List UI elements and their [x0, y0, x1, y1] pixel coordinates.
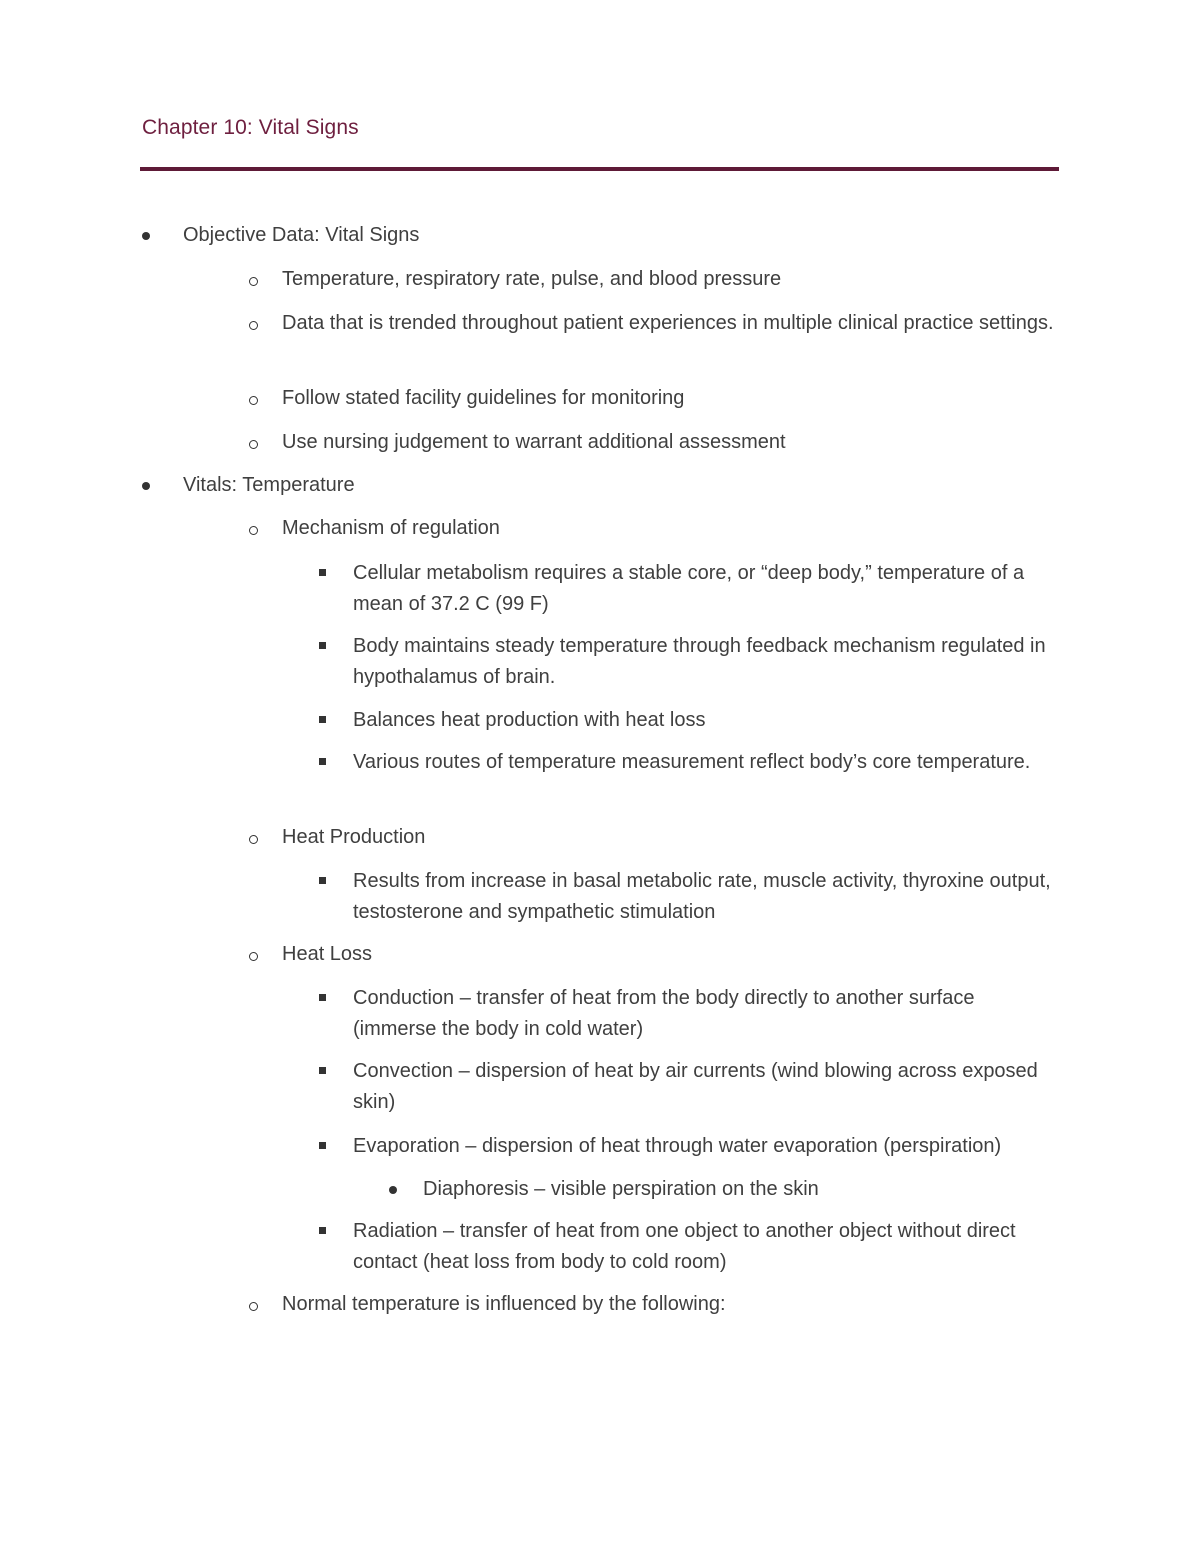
list-item-text: Follow stated facility guidelines for monitoring	[282, 387, 685, 409]
list-item	[353, 866, 1060, 928]
list-item	[282, 427, 1060, 458]
list-item-text: Balances heat production with heat loss	[353, 709, 706, 731]
list-item	[423, 1174, 1060, 1205]
list-item-text: Convection – dispersion of heat by air currents (wind blowing across exposed skin)	[353, 1060, 1038, 1113]
list-item	[353, 1056, 1060, 1118]
list-bullet-icon	[389, 1186, 397, 1194]
list-bullet-icon	[319, 1227, 326, 1234]
list-item-text: Radiation – transfer of heat from one object to another object without direct contact (heat loss from body to cold room)	[353, 1220, 1016, 1273]
list-item-text: Evaporation – dispersion of heat through water evaporation (perspiration)	[353, 1135, 1002, 1157]
list-bullet-icon	[142, 232, 150, 240]
list-bullet-icon	[319, 758, 326, 765]
list-item-text: Normal temperature is influenced by the following:	[282, 1293, 726, 1315]
list-bullet-icon	[249, 396, 258, 405]
list-item-text: Mechanism of regulation	[282, 517, 500, 539]
list-bullet-icon	[319, 569, 326, 576]
list-item	[353, 558, 1060, 620]
list-item-text: Objective Data: Vital Signs	[183, 224, 420, 246]
list-item-text: Vitals: Temperature	[183, 474, 355, 496]
list-item	[353, 1216, 1060, 1278]
list-bullet-icon	[319, 716, 326, 723]
list-item-text: Temperature, respiratory rate, pulse, and blood pressure	[282, 268, 782, 290]
list-bullet-icon	[319, 1142, 326, 1149]
list-item	[282, 383, 1060, 414]
list-item	[282, 1289, 1060, 1320]
list-item	[353, 747, 1060, 778]
list-item-text: Diaphoresis – visible perspiration on the skin	[423, 1178, 819, 1200]
list-item-text: Body maintains steady temperature through feedback mechanism regulated in hypothalamus of brain.	[353, 635, 1046, 688]
list-item	[353, 1131, 1060, 1162]
list-bullet-icon	[319, 994, 326, 1001]
list-item-text: Heat Loss	[282, 943, 373, 965]
list-bullet-icon	[249, 526, 258, 535]
list-bullet-icon	[319, 877, 326, 884]
list-item	[183, 220, 1060, 251]
list-item	[353, 631, 1060, 693]
list-bullet-icon	[249, 1302, 258, 1311]
list-item	[282, 264, 1060, 295]
list-bullet-icon	[249, 952, 258, 961]
list-item	[282, 513, 1060, 544]
list-bullet-icon	[249, 321, 258, 330]
list-item-text: Various routes of temperature measurement reflect body’s core temperature.	[353, 751, 1031, 773]
list-item	[282, 308, 1060, 339]
list-item	[183, 470, 1060, 501]
list-item	[282, 939, 1060, 970]
list-item	[353, 705, 1060, 736]
list-item-text: Results from increase in basal metabolic rate, muscle activity, thyroxine output, testosterone and sympathetic stimulation	[353, 870, 1051, 923]
list-item-text: Data that is trended throughout patient experiences in multiple clinical practice settings.	[282, 312, 1054, 334]
list-item-text: Conduction – transfer of heat from the body directly to another surface (immerse the body in cold water)	[353, 987, 975, 1040]
list-item	[282, 822, 1060, 853]
list-bullet-icon	[319, 1067, 326, 1074]
list-item-text: Heat Production	[282, 826, 426, 848]
list-item	[353, 983, 1060, 1045]
list-bullet-icon	[249, 277, 258, 286]
list-bullet-icon	[249, 440, 258, 449]
list-bullet-icon	[319, 642, 326, 649]
list-item-text: Use nursing judgement to warrant additional assessment	[282, 431, 786, 453]
list-bullet-icon	[249, 835, 258, 844]
list-bullet-icon	[142, 482, 150, 490]
page-title: Chapter 10: Vital Signs	[142, 116, 359, 139]
title-divider	[140, 167, 1059, 171]
list-item-text: Cellular metabolism requires a stable core, or “deep body,” temperature of a mean of 37.2 C (99 F)	[353, 562, 1025, 615]
